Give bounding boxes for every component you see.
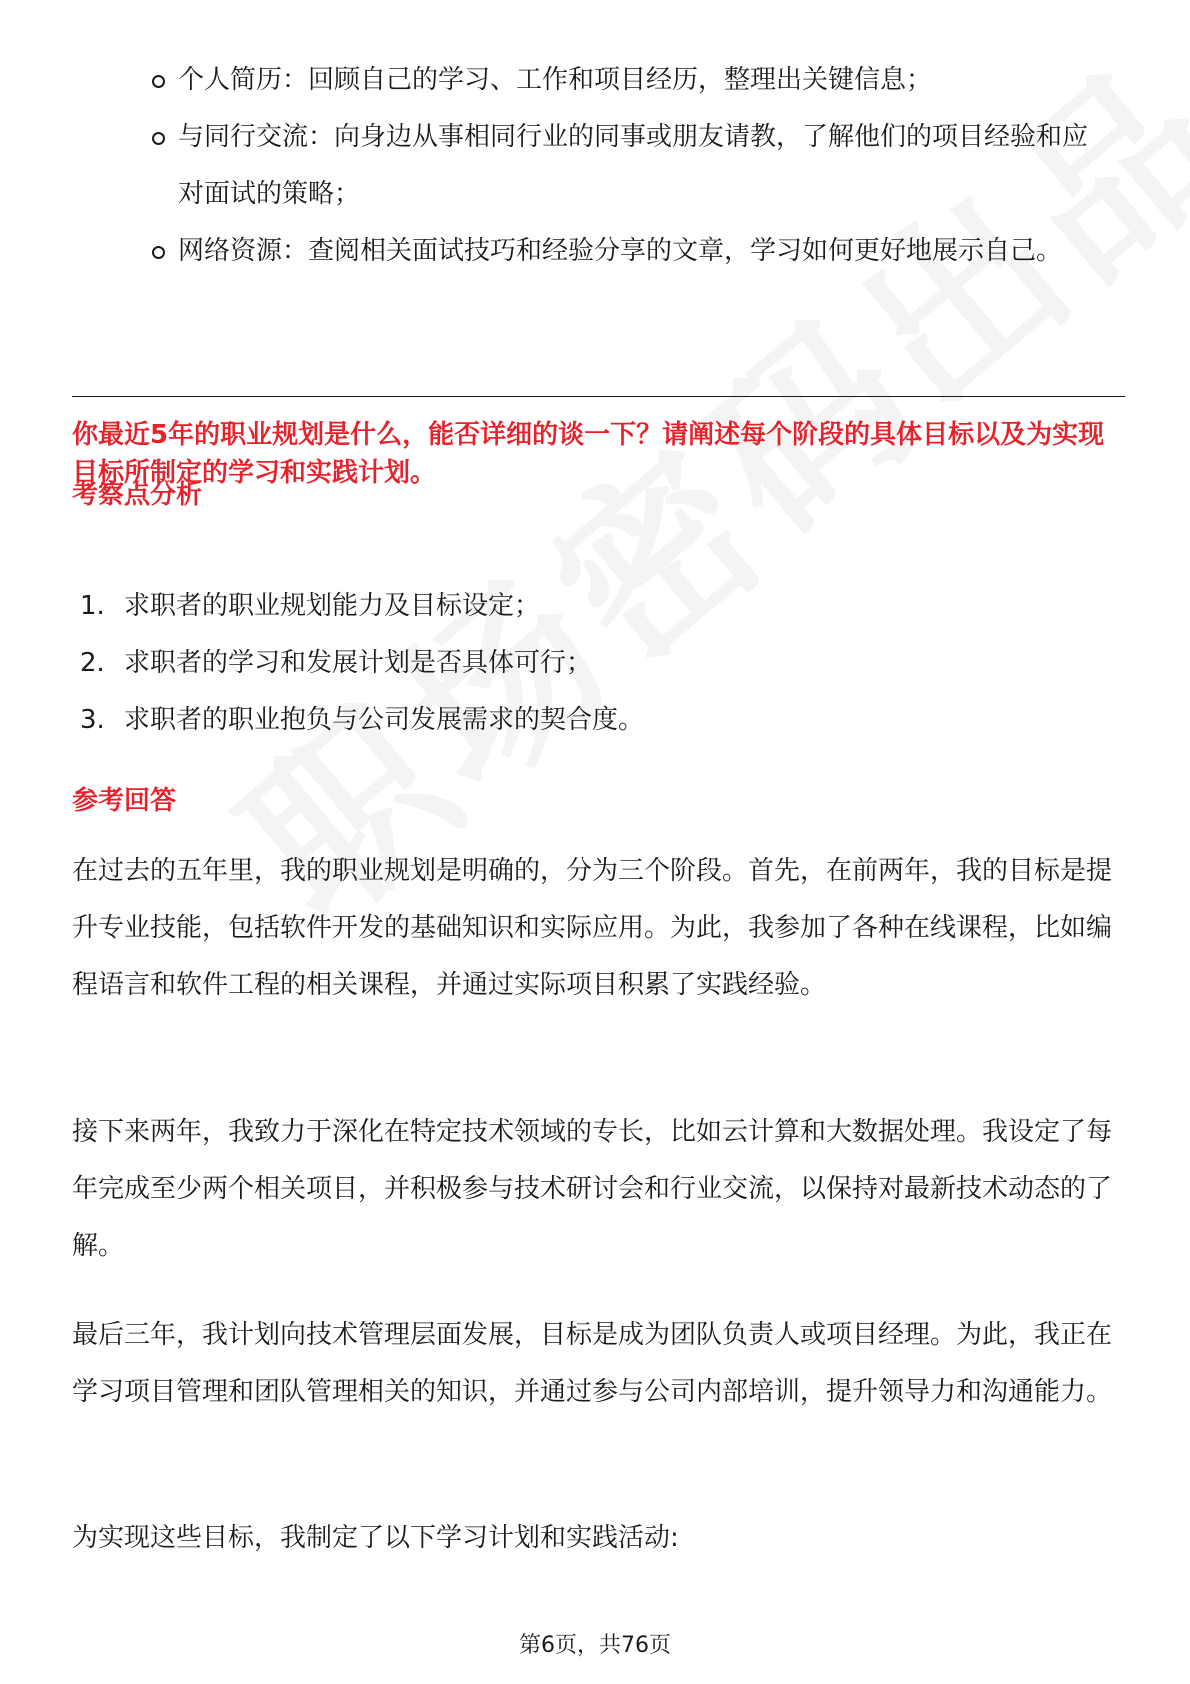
analysis-heading: 考察点分析 — [72, 480, 203, 510]
answer-paragraph: 在过去的五年里，我的职业规划是明确的，分为三个阶段。首先，在前两年，我的目标是提升专业技能，包括软件开发的基础知识和实际应用。为此，我参加了各种在线课程，比如编程语言和软件工程的相关课程，并通过实际项目积累了实践经验。 — [72, 856, 1113, 1000]
hollow-bullet-icon — [152, 246, 165, 259]
prep-bullet-list — [150, 52, 1110, 280]
answer-paragraph: 为实现这些目标，我制定了以下学习计划和实践活动: — [72, 1523, 679, 1553]
bullet-text: 个人简历：回顾自己的学习、工作和项目经历，整理出关键信息； — [178, 65, 933, 95]
bullet-text: 与同行交流：向身边从事相同行业的同事或朋友请教，了解他们的项目经验和应对面试的策略； — [178, 122, 1089, 209]
answer-heading: 参考回答 — [72, 786, 177, 816]
item-number: 3. — [80, 705, 105, 735]
item-text: 求职者的职业抱负与公司发展需求的契合度。 — [124, 705, 645, 735]
list-item — [150, 223, 1110, 280]
list-item — [80, 635, 1120, 692]
analysis-list — [80, 578, 1120, 749]
list-item — [150, 109, 1110, 223]
list-item — [80, 692, 1120, 749]
hollow-bullet-icon — [152, 132, 165, 145]
bullet-text: 网络资源：查阅相关面试技巧和经验分享的文章，学习如何更好地展示自己。 — [178, 236, 1063, 266]
section-divider — [72, 396, 1125, 397]
page-footer: 第6页，共76页 — [519, 1633, 671, 1658]
interview-question: 你最近5年的职业规划是什么，能否详细的谈一下？请阐述每个阶段的具体目标以及为实现目标所制定的学习和实践计划。 — [72, 420, 1105, 488]
item-number: 2. — [80, 648, 105, 678]
answer-paragraph: 最后三年，我计划向技术管理层面发展，目标是成为团队负责人或项目经理。为此，我正在学习项目管理和团队管理相关的知识，并通过参与公司内部培训，提升领导力和沟通能力。 — [72, 1320, 1113, 1407]
hollow-bullet-icon — [152, 75, 165, 88]
item-number: 1. — [80, 591, 105, 621]
list-item — [80, 578, 1120, 635]
item-text: 求职者的学习和发展计划是否具体可行； — [124, 648, 593, 678]
answer-paragraph: 接下来两年，我致力于深化在特定技术领域的专长，比如云计算和大数据处理。我设定了每年完成至少两个相关项目，并积极参与技术研讨会和行业交流，以保持对最新技术动态的了解。 — [72, 1117, 1113, 1261]
item-text: 求职者的职业规划能力及目标设定； — [124, 591, 541, 621]
list-item — [150, 52, 1110, 109]
